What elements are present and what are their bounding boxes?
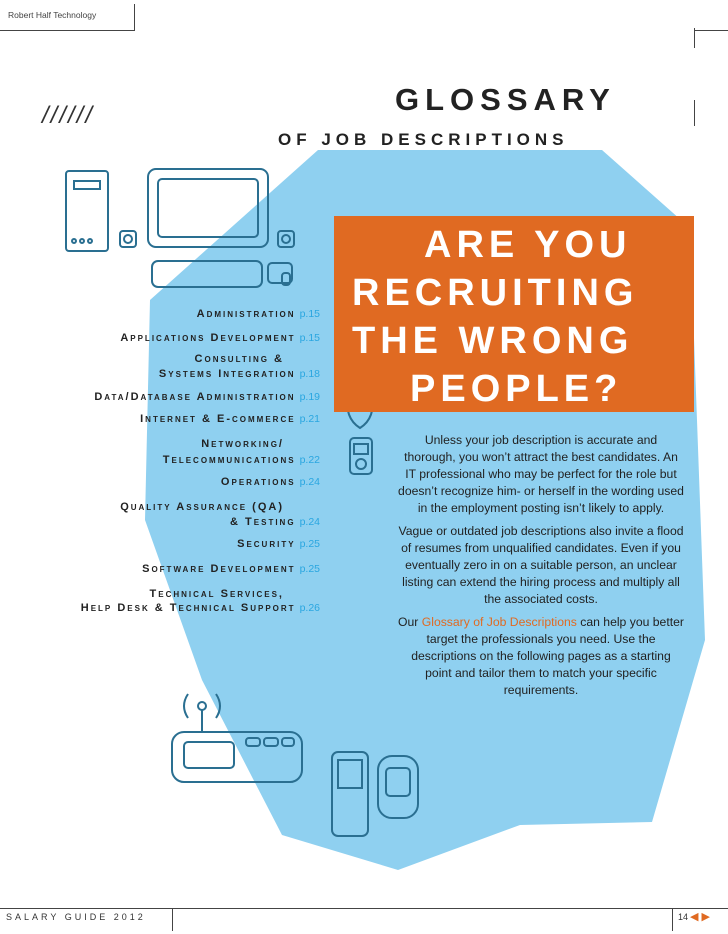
router-illustration	[160, 680, 310, 790]
headline-line: ARE YOU	[424, 224, 632, 266]
page-title: GLOSSARY	[395, 82, 616, 117]
toc-line: Consulting &	[194, 353, 284, 365]
toc-item-software-development[interactable]: Software Development p.25	[142, 563, 320, 575]
toc-item-consulting[interactable]: Systems Integration p.18	[158, 368, 320, 380]
toc-line: Quality Assurance (QA)	[120, 501, 284, 513]
header-divider	[134, 4, 135, 30]
toc-item-operations[interactable]: Operations p.24	[220, 476, 320, 488]
page-nav-arrows-icon[interactable]: ◀ ▶	[690, 911, 710, 923]
headline-line: THE WRONG	[352, 320, 634, 362]
computer-illustration	[60, 165, 340, 295]
intro-paragraph: Vague or outdated job descriptions also invite a flood of resumes from unqualified candidates. Even if you eventually zero in on a suitable person, an unclear listing can extend the hiring process and multiply all the associated costs.	[398, 524, 684, 606]
footer-rule	[0, 908, 728, 909]
toc-item-qa-testing[interactable]: & Testing p.24	[230, 516, 320, 528]
header-rule-right	[694, 30, 728, 31]
toc-line: Networking/	[201, 438, 284, 450]
header-rule	[0, 30, 135, 31]
headline-line: PEOPLE?	[410, 368, 623, 410]
toc-item-data-database[interactable]: Data/Database Administration p.19	[94, 391, 320, 403]
toc-item-applications-development[interactable]: Applications Development p.15	[120, 332, 320, 344]
toc-item-technical-services[interactable]: Help Desk & Technical Support p.26	[80, 602, 320, 614]
margin-tick	[694, 100, 695, 126]
toc-item-internet[interactable]: Internet & E-commerce p.21	[140, 413, 320, 425]
intro-paragraph: Unless your job description is accurate and thorough, you won’t attract the best candidates. An IT professional who may be perfect for the role but doesn’t recognize him- or herself in the wording used in the employment posting isn’t likely to apply.	[398, 433, 684, 515]
footer-divider	[672, 909, 673, 931]
glossary-link[interactable]: Glossary of Job Descriptions	[421, 615, 577, 629]
decorative-slashes: //////	[42, 102, 95, 129]
page-number: 14	[678, 912, 689, 922]
toc-item-networking[interactable]: Telecommunications p.22	[162, 454, 320, 466]
footer-title: SALARY GUIDE 2012	[6, 912, 146, 922]
headline-line: RECRUITING	[352, 272, 639, 314]
phones-illustration	[320, 738, 430, 848]
page-subtitle: OF JOB DESCRIPTIONS	[278, 130, 569, 149]
intro-text	[398, 432, 684, 705]
toc-item-security[interactable]: Security p.25	[237, 538, 320, 550]
toc-line: Technical Services,	[149, 588, 284, 600]
header-label: Robert Half Technology	[8, 10, 97, 20]
margin-tick	[694, 28, 695, 48]
toc-item-administration[interactable]: Administration p.15	[196, 308, 320, 320]
footer-divider	[172, 909, 173, 931]
intro-paragraph: Our Glossary of Job Descriptions can help you better target the professionals you need. Use the descriptions on the following pages as a starting point and tailor them to match your specific requirements.	[398, 615, 684, 697]
